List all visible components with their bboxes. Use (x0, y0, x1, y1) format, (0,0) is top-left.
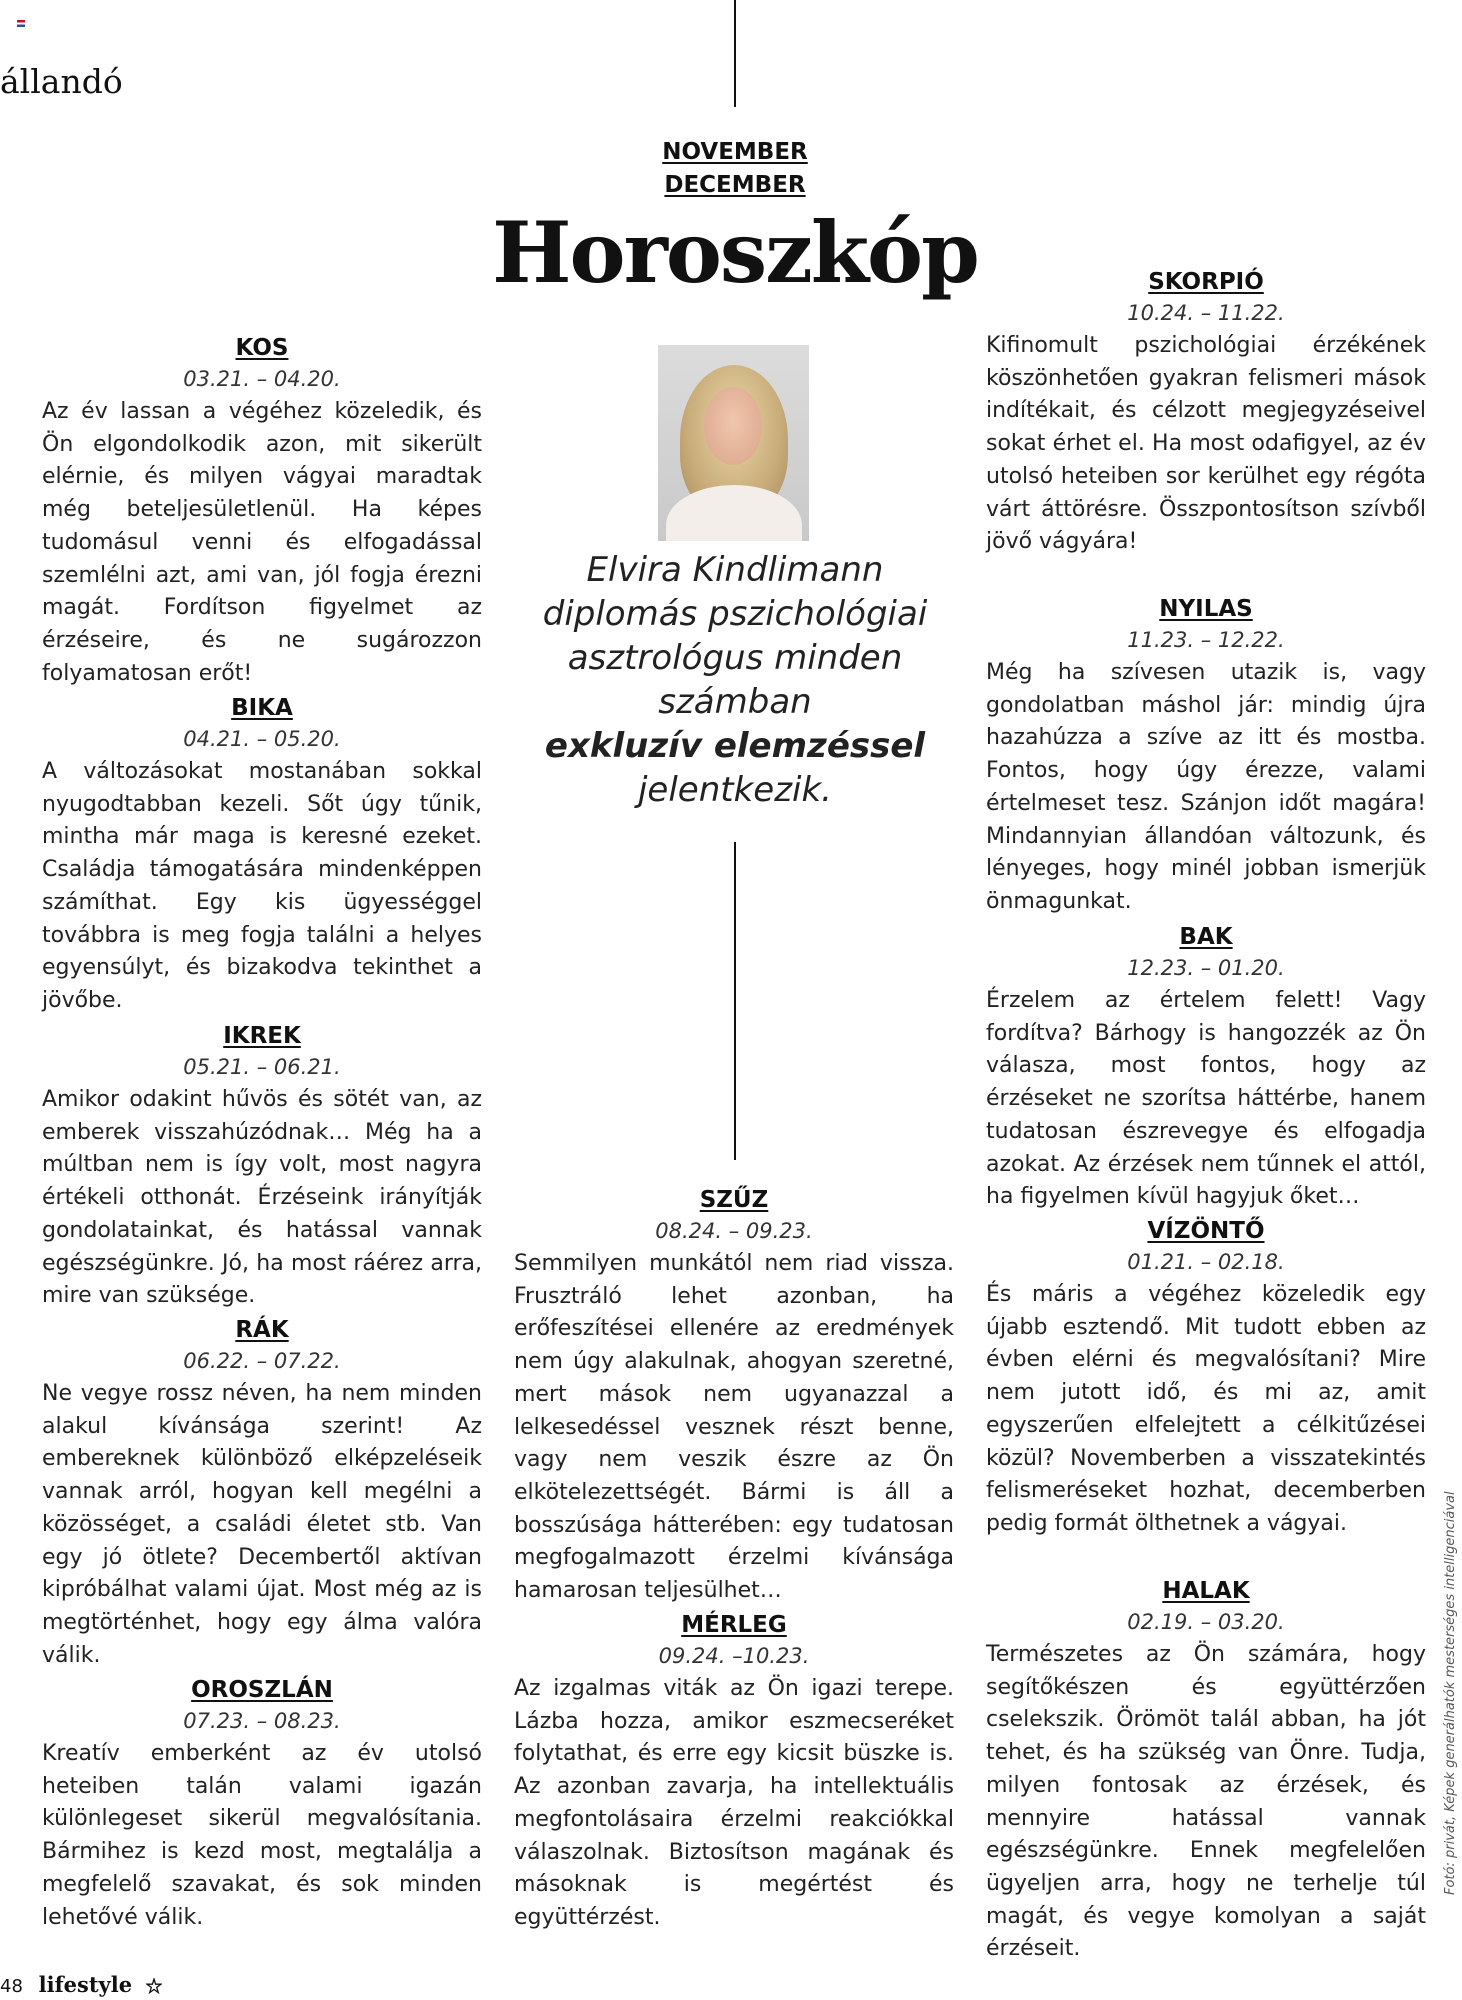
sign-text: Érzelem az értelem felett! Vagy fordítva? Bárhogy is hangozzék az Ön válasza, most fontos, hogy az érzéseket ne szorítsa háttérbe, hanem tudatosan észrevegye és elfogadja azokat. Az érzések nem tűnnek el attól, ha figyelmen kívül hagyjuk őket… (986, 988, 1426, 1210)
sign-dates: 06.22. – 07.22. (183, 1349, 341, 1373)
sign-name: NYILAS (1159, 596, 1253, 622)
intro-line: Elvira Kindlimann (586, 550, 884, 590)
sign-text: Ne vegye rossz néven, ha nem minden alakul kívánsága szerint! Az embereknek különböző elképzeléseik vannak arról, hogyan kell megélni a közösséget, a családi életet stb. Van egy jó ötlete? Decembertől aktívan kipróbálhat valami újat. Most még az is megtörténhet, hogy egy álma valóra válik. (42, 1381, 482, 1668)
sign-nyilas (986, 593, 1426, 919)
issue-months (560, 136, 910, 202)
sign-text: Amikor odakint hűvös és sötét van, az emberek visszahúzódnak… Még ha a múltban nem is így volt, most nagyra értékeli otthonát. Érzéseink irányítják gondolatainkat, és hatással vannak egészségünkre. Jó, ha most ráérez arra, mire van szüksége. (42, 1087, 482, 1309)
sign-name: KOS (235, 335, 289, 361)
page-title: Horoszkóp (492, 203, 978, 302)
sign-kos (42, 332, 482, 690)
sign-text: Kreatív emberként az év utolsó heteiben talán valami igazán különlegeset sikerül megvalósítania. Bármihez is kezd most, megtalálja a megfelelő szavakat, és sok minden lehetővé válik. (42, 1741, 482, 1930)
intro-line: számban (658, 682, 812, 722)
intro-line-bold: exkluzív elemzéssel (544, 726, 926, 766)
sign-text: És máris a végéhez közeledik egy újabb esztendő. Mit tudott ebben az évben elérni és megvalósítani? Mire nem jutott idő, és mi az, amit egyszerűen elfelejtett a célkitűzései közül? Novemberben a visszatekintés felismeréseket hozhat, decemberben pedig formát ölthetnek a vágyai. (986, 1282, 1426, 1536)
sign-name: BAK (1179, 924, 1233, 950)
flag-icon (17, 20, 25, 27)
sign-name: RÁK (235, 1317, 289, 1343)
sign-bika (42, 692, 482, 1018)
intro-line: diplomás pszichológiai (542, 594, 928, 634)
sign-dates: 04.21. – 05.20. (183, 727, 341, 751)
sign-bak (986, 921, 1426, 1214)
sign-vizonto (986, 1215, 1426, 1541)
sign-dates: 10.24. – 11.22. (1127, 301, 1285, 325)
sign-dates: 08.24. – 09.23. (655, 1219, 813, 1243)
sign-dates: 03.21. – 04.20. (183, 367, 341, 391)
sign-name: OROSZLÁN (191, 1677, 333, 1703)
issue-month-2: DECEMBER (664, 172, 806, 198)
sign-dates: 09.24. –10.23. (658, 1644, 810, 1668)
author-intro (520, 548, 950, 812)
divider-line-top (734, 0, 736, 107)
sign-name: BIKA (231, 695, 293, 721)
sign-name: HALAK (1162, 1578, 1250, 1604)
sign-text: Semmilyen munkától nem riad vissza. Frusztráló lehet azonban, ha erőfeszítései ellenére az eredmények nem úgy alakulnak, ahogyan szeretné, mert mások nem ugyanazzal a lelkesedéssel vesznek részt benne, vagy nem veszik észre az Ön elkötelezettségét. Bármi is áll a bosszúsága hátterében: egy tudatosan megfogalmazott érzelmi kívánsága hamarosan teljesülhet… (514, 1251, 954, 1604)
sign-skorpio (986, 266, 1426, 559)
divider-line-middle (734, 842, 736, 1160)
sign-text: Még ha szívesen utazik is, vagy gondolatban máshol jár: mindig újra hazahúzza a szíve az itt és mostba. Fontos, hogy úgy érezze, valami értelmeset tesz. Szánjon időt magára! Mindannyian állandóan változunk, és lényeges, hogy minél jobban ismerjük önmagunkat. (986, 660, 1426, 914)
sign-dates: 05.21. – 06.21. (183, 1055, 341, 1079)
page-footer (0, 1972, 162, 1997)
sign-text: Természetes az Ön számára, hogy segítőkészen és együttérzően cselekszik. Örömöt talál abban, ha jót tehet, és ha szükség van Önre. Tudja, milyen fontosak az érzések, és mennyire hatással vannak egészségünkre. Ennek megfelelően ügyeljen arra, hogy ne terhelje túl magát, és vegye komolyan a saját érzéseit. (986, 1642, 1426, 1962)
star-icon (146, 1978, 162, 1994)
issue-month-1: NOVEMBER (662, 139, 808, 165)
sign-text: Kifinomult pszichológiai érzékének köszönhetően gyakran felismeri mások indítékait, és célzott megjegyzéseivel sokat érhet el. Ha most odafigyel, az év utolsó heteiben sor kerülhet egy régóta várt áttörésre. Összpontosítson szívből jövő vágyára! (986, 333, 1426, 555)
page-number: 48 (0, 1976, 23, 1997)
sign-name: IKREK (223, 1023, 301, 1049)
sign-dates: 12.23. – 01.20. (1127, 956, 1285, 980)
sign-name: VÍZÖNTŐ (1147, 1218, 1265, 1244)
section-label: állandó (0, 62, 123, 101)
sign-dates: 02.19. – 03.20. (1127, 1610, 1285, 1634)
sign-name: SKORPIÓ (1148, 269, 1264, 295)
intro-line: asztrológus minden (567, 638, 903, 678)
sign-halak (986, 1575, 1426, 1966)
sign-dates: 07.23. – 08.23. (183, 1709, 341, 1733)
sign-text: Az év lassan a végéhez közeledik, és Ön elgondolkodik azon, mit sikerült elérnie, és milyen vágyai maradtak még beteljesületlenül. Ha képes tudomásul venni és elfogadással szemlélni azt, ami van, jól fogja érezni magát. Fordítson figyelmet az érzéseire, és ne sugározzon folyamatosan erőt! (42, 399, 482, 686)
sign-name: MÉRLEG (681, 1612, 787, 1638)
sign-ikrek (42, 1020, 482, 1313)
magazine-brand: lifestyle (38, 1972, 133, 1997)
sign-merleg (514, 1609, 954, 1935)
sign-szuz (514, 1184, 954, 1608)
sign-text: Az izgalmas viták az Ön igazi terepe. Lázba hozza, amikor eszmecseréket folytathat, és erre egy kicsit büszke is. Az azonban zavarja, ha intellektuális megfontolásaira érzelmi reakciókkal válaszolnak. Biztosítson magának és másoknak is megértést és együttérzést. (514, 1676, 954, 1930)
sign-name: SZŰZ (699, 1187, 769, 1213)
sign-dates: 11.23. – 12.22. (1127, 628, 1285, 652)
sign-oroszlan (42, 1674, 482, 1934)
sign-text: A változásokat mostanában sokkal nyugodtabban kezeli. Sőt úgy tűnik, mintha már maga is keresné ezeket. Családja támogatására mindenképpen számíthat. Egy kis ügyességgel továbbra is meg fogja találni a helyes egyensúlyt, és bizakodva tekinthet a jövőbe. (42, 759, 482, 1013)
author-photo (658, 345, 809, 541)
sign-rak (42, 1314, 482, 1672)
sign-dates: 01.21. – 02.18. (1127, 1250, 1285, 1274)
intro-line: jelentkezik. (637, 770, 832, 810)
photo-credit: Fotó: privát, Képek generálhatók mesterséges intelligenciával (1443, 1491, 1458, 1895)
